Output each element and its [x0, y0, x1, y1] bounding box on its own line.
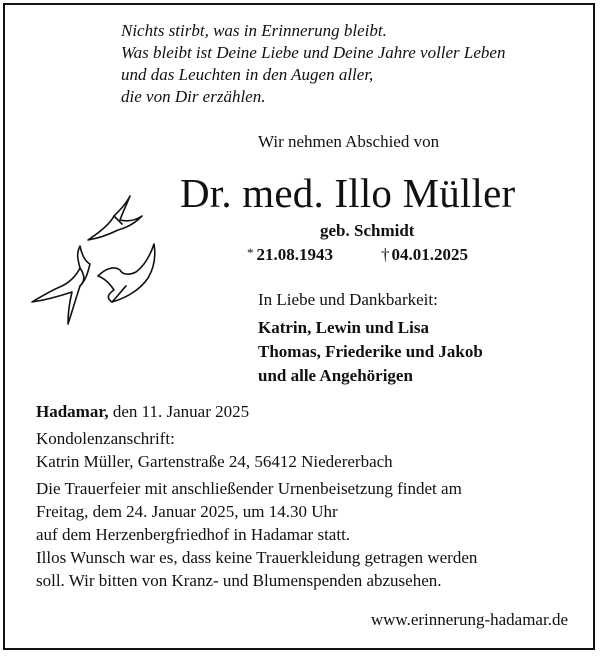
mourner-line: und alle Angehörigen: [258, 366, 413, 385]
gratitude-intro: In Liebe und Dankbarkeit:: [258, 290, 438, 309]
funeral-line: soll. Wir bitten von Kranz- und Blumenspenden abzusehen.: [36, 571, 442, 590]
death-symbol: †: [381, 245, 390, 264]
funeral-line: Die Trauerfeier mit anschließender Urnenbeisetzung findet am: [36, 479, 462, 498]
funeral-line: Illos Wunsch war es, dass keine Trauerkleidung getragen werden: [36, 548, 478, 567]
life-dates: [247, 245, 468, 265]
mourner-line: Thomas, Friederike und Jakob: [258, 342, 483, 361]
deceased-name: Dr. med. Illo Müller: [180, 170, 516, 216]
poem-line: und das Leuchten in den Augen aller,: [121, 65, 374, 84]
condolence-label: Kondolenzanschrift:: [36, 429, 175, 448]
poem-line: Nichts stirbt, was in Erinnerung bleibt.: [121, 21, 387, 40]
death-date: 04.01.2025: [391, 245, 468, 264]
birth-date: 21.08.1943: [256, 245, 333, 264]
poem-line: die von Dir erzählen.: [121, 87, 266, 106]
funeral-line: auf dem Herzenbergfriedhof in Hadamar statt.: [36, 525, 351, 544]
place-date-line: [36, 400, 477, 423]
condolence-address: Katrin Müller, Gartenstraße 24, 56412 Niedererbach: [36, 452, 393, 471]
birth-name: geb. Schmidt: [320, 221, 415, 240]
mourner-line: Katrin, Lewin und Lisa: [258, 318, 429, 337]
three-birds-icon: [30, 190, 160, 330]
memorial-poem: [121, 20, 505, 108]
poem-line: Was bleibt ist Deine Liebe und Deine Jahre voller Leben: [121, 43, 506, 62]
place-date: den 11. Januar 2025: [112, 402, 250, 421]
memorial-website-link[interactable]: www.erinnerung-hadamar.de: [370, 610, 568, 629]
birth-symbol: *: [247, 245, 254, 260]
mourners-list: [258, 316, 483, 388]
farewell-intro: Wir nehmen Abschied von: [258, 132, 440, 151]
birth-date-group: [247, 245, 381, 265]
funeral-line: Freitag, dem 24. Januar 2025, um 14.30 Uhr: [36, 502, 338, 521]
place: Hadamar,: [36, 402, 109, 421]
notice-details: [36, 400, 477, 592]
